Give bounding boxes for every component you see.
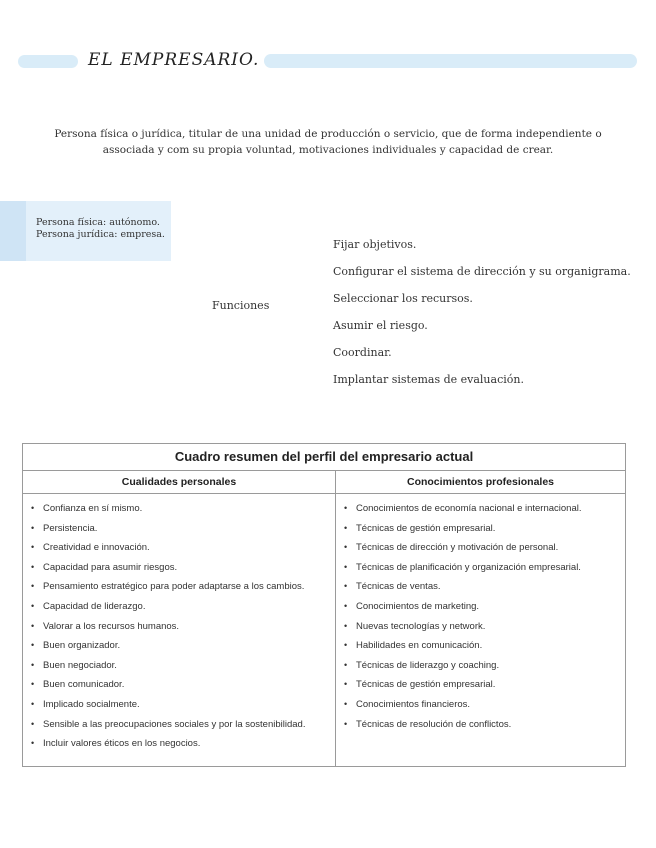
list-item: • Confianza en sí mismo. — [31, 499, 335, 519]
person-types-box — [0, 201, 171, 261]
page-title: EL EMPRESARIO. — [88, 50, 260, 70]
list-item: • Técnicas de planificación y organización empresarial. — [344, 558, 625, 578]
title-highlight-right — [264, 54, 637, 68]
summary-table — [22, 443, 626, 767]
list-item: • Capacidad de liderazgo. — [31, 597, 335, 617]
list-item: • Conocimientos financieros. — [344, 695, 625, 715]
function-item: Seleccionar los recursos. — [333, 292, 473, 305]
list-item: • Creatividad e innovación. — [31, 538, 335, 558]
table-title: Cuadro resumen del perfil del empresario actual — [23, 444, 625, 471]
function-item: Asumir el riesgo. — [333, 319, 428, 332]
list-item: • Técnicas de gestión empresarial. — [344, 519, 625, 539]
type-juridica: Persona jurídica: empresa. — [36, 229, 165, 240]
functions-label: Funciones — [212, 299, 270, 312]
list-item: • Técnicas de gestión empresarial. — [344, 675, 625, 695]
list-item: • Capacidad para asumir riesgos. — [31, 558, 335, 578]
list-item: • Conocimientos de economía nacional e internacional. — [344, 499, 625, 519]
function-item: Configurar el sistema de dirección y su organigrama. — [333, 265, 631, 278]
list-item: • Conocimientos de marketing. — [344, 597, 625, 617]
list-item: • Nuevas tecnologías y network. — [344, 617, 625, 637]
function-item: Implantar sistemas de evaluación. — [333, 373, 524, 386]
list-item: • Sensible a las preocupaciones sociales y por la sostenibilidad. — [31, 715, 335, 735]
list-item: • Implicado socialmente. — [31, 695, 335, 715]
list-item: • Técnicas de resolución de conflictos. — [344, 715, 625, 735]
list-item: • Técnicas de dirección y motivación de personal. — [344, 538, 625, 558]
title-highlight-left — [18, 55, 78, 68]
professional-knowledge-column — [336, 471, 625, 766]
list-item: • Buen organizador. — [31, 636, 335, 656]
list-item: • Valorar a los recursos humanos. — [31, 617, 335, 637]
list-item: • Técnicas de ventas. — [344, 577, 625, 597]
list-item: • Buen comunicador. — [31, 675, 335, 695]
column-header: Cualidades personales — [23, 471, 335, 494]
function-item: Coordinar. — [333, 346, 392, 359]
type-fisica: Persona física: autónomo. — [36, 217, 160, 228]
list-item: • Buen negociador. — [31, 656, 335, 676]
functions-list — [333, 236, 631, 398]
column-header: Conocimientos profesionales — [336, 471, 625, 494]
list-item: • Técnicas de liderazgo y coaching. — [344, 656, 625, 676]
list-item: • Incluir valores éticos en los negocios. — [31, 734, 335, 754]
list-item: • Persistencia. — [31, 519, 335, 539]
personal-qualities-column — [23, 471, 336, 766]
function-item: Fijar objetivos. — [333, 238, 417, 251]
list-item: • Pensamiento estratégico para poder adaptarse a los cambios. — [31, 577, 335, 597]
types-box-accent — [0, 201, 26, 261]
definition-paragraph: Persona física o jurídica, titular de una unidad de producción o servicio, que de forma independiente o associada y com su propia voluntad, motivaciones individuales y capacidad de crear. — [54, 128, 602, 156]
list-item: • Habilidades en comunicación. — [344, 636, 625, 656]
